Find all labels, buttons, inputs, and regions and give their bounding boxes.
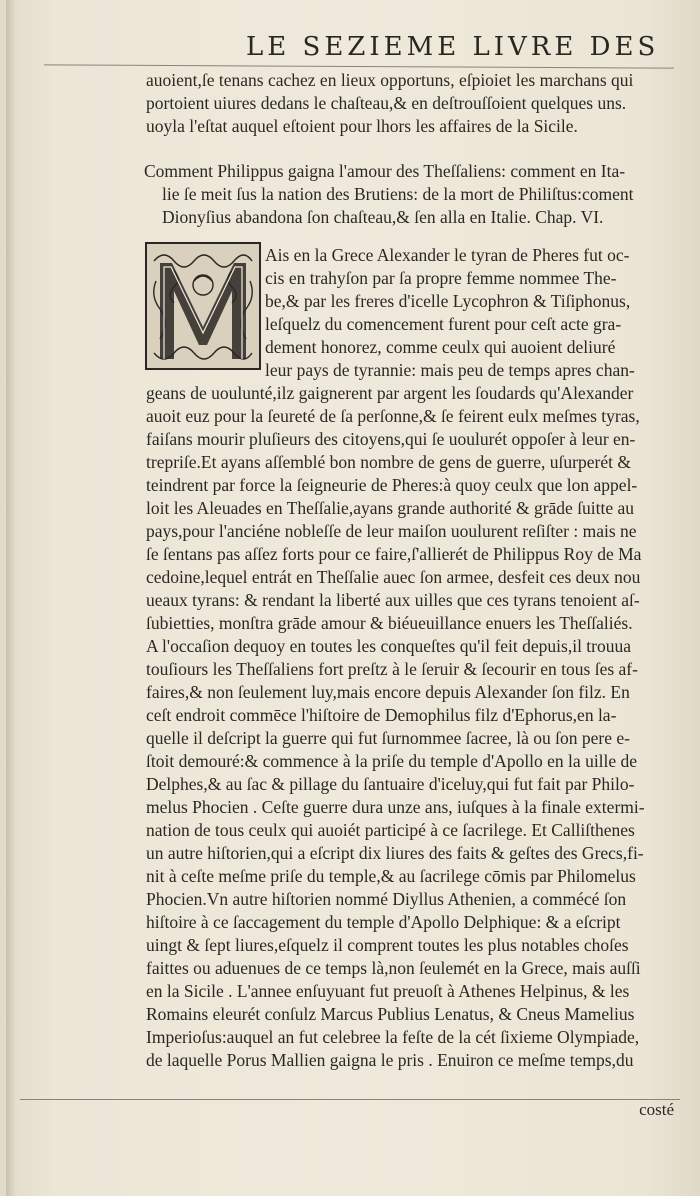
text-line: ſe ſentans pas aſſez forts pour ce faire,ſ'allierét de Philippus Roy de Ma (146, 544, 642, 564)
text-line: de laquelle Porus Mallien gaigna le pris . Enuiron ce meſme temps,du (146, 1050, 634, 1070)
text-line: ceſt endroit commēce l'hiſtoire de Demophilus filz d'Ephorus,en la- (146, 705, 617, 725)
text-line: faires,& non ſeulement luy,mais encore depuis Alexander ſon filz. En (146, 682, 630, 702)
running-head: LE SEZIEME LIVRE DES (246, 32, 660, 62)
text-line: geans de uoulunté,ilz gaignerent par argent les ſoudards qu'Alexander (146, 383, 634, 403)
text-line: nation de tous ceulx qui auoiét participé à ce ſacrilege. Et Calliſthenes (146, 820, 635, 840)
text-line: Imperioſus:auquel an fut celebree la feſte de la cét ſixieme Olympiade, (146, 1027, 640, 1047)
text-line: melus Phocien . Ceſte guerre dura unze ans, iuſques à la finale extermi- (146, 797, 645, 817)
decorated-initial-m-icon (144, 241, 262, 371)
text-line: pays,pour l'anciéne nobleſſe de leur maiſon uoulurent reſiſter : mais ne (146, 521, 637, 541)
text-line: nit à ceſte meſme priſe du temple,& au ſacrilege cōmis par Philomelus (146, 866, 636, 886)
text-line: cedoine,lequel entrát en Theſſalie auec ſon armee, desfeit ces deux nou (146, 567, 641, 587)
text-line: auoient,ſe tenans cachez en lieux opportuns, eſpioiet les marchans qui (146, 70, 634, 90)
text-line: Dionyſius abandona ſon chaſteau,& ſen alla en Italie. Chap. VI. (162, 207, 604, 227)
text-line: portoient uiures dedans le chaſteau,& en deſtrouſſoient quelques uns. (146, 93, 627, 113)
catchword: costé (639, 1100, 674, 1119)
text-line: leſquelz du comencement furent pour ceſt acte gra- (265, 314, 622, 334)
text-line: trepriſe.Et ayans aſſemblé bon nombre de gens de guerre, uſurperét & (146, 452, 631, 472)
text-line: uingt & ſept liures,eſquelz il comprent toutes les plus notables choſes (146, 935, 629, 955)
text-line: touſiours les Theſſaliens fort preſtz à le ſeruir & ſecourir en tous ſes af- (146, 659, 638, 679)
text-line: hiſtoire à ce ſaccagement du temple d'Apollo Delphique: & a eſcript (146, 912, 621, 932)
text-line: Romains eleurét conſulz Marcus Publius Lenatus, & Cneus Mamelius (146, 1004, 635, 1024)
text-line: loit les Aleuades en Theſſalie,ayans grande authorité & grāde ſuitte au (146, 498, 635, 518)
page-crease (6, 0, 16, 1196)
text-line: be,& par les freres d'icelle Lycophron & Tiſiphonus, (265, 291, 631, 311)
text-line: teindrent par force la ſeigneurie de Pheres:à quoy ceulx que lon appel- (146, 475, 638, 495)
text-line: faiſans mourir pluſieurs des citoyens,qui ſe uoulurét oppoſer à leur en- (146, 429, 636, 449)
text-line: uoyla l'eſtat auquel eſtoient pour lhors les affaires de la Sicile. (146, 116, 578, 136)
text-line: ſubietties, monſtra grāde amour & biéueuillance enuers les Theſſaliés. (146, 613, 633, 633)
text-line: auoit euz pour la ſeureté de ſa perſonne,& ſe feirent eulx meſmes tyras, (146, 406, 640, 426)
text-line: Delphes,& au ſac & pillage du ſantuaire d'iceluy,qui fut fait par Philo- (146, 774, 635, 794)
text-line: Phocien.Vn autre hiſtorien nommé Diyllus Athenien, a commécé ſon (146, 889, 627, 909)
text-line: dement honorez, comme ceulx qui auoient deliuré (265, 337, 616, 357)
text-line: lie ſe meit ſus la nation des Brutiens: de la mort de Philiſtus:coment (162, 184, 634, 204)
text-line: faittes ou aduenues de ce temps là,non ſeulemét en la Grece, mais auſſi (146, 958, 641, 978)
text-line: en la Sicile . L'annee enſuyuant fut preuoſt à Athenes Helpinus, & les (146, 981, 630, 1001)
text-line: Ais en la Grece Alexander le tyran de Pheres fut oc- (265, 245, 630, 265)
text-line: cis en trahyſon par ſa propre femme nommee The- (265, 268, 617, 288)
text-line: ſtoit demouré:& commence à la priſe du temple d'Apollo en la uille de (146, 751, 638, 771)
text-line: leur pays de tyrannie: mais peu de temps apres chan- (265, 360, 635, 380)
text-line: Comment Philippus gaigna l'amour des Theſſaliens: comment en Ita- (144, 161, 626, 181)
text-line: un autre hiſtorien,qui a eſcript dix liures des faits & geſtes des Grecs,fi- (146, 843, 644, 863)
header-rule (44, 64, 674, 68)
text-line: ueaux tyrans: & rendant la liberté aux uilles que ces tyrans tenoient aſ- (146, 590, 640, 610)
text-line: A l'occaſion dequoy en toutes les conqueſtes qu'il feit depuis,il trouua (146, 636, 632, 656)
text-line: quelle il deſcript la guerre qui fut ſurnommee ſacree, là ou ſon pere e- (146, 728, 630, 748)
footer-rule (20, 1099, 680, 1100)
